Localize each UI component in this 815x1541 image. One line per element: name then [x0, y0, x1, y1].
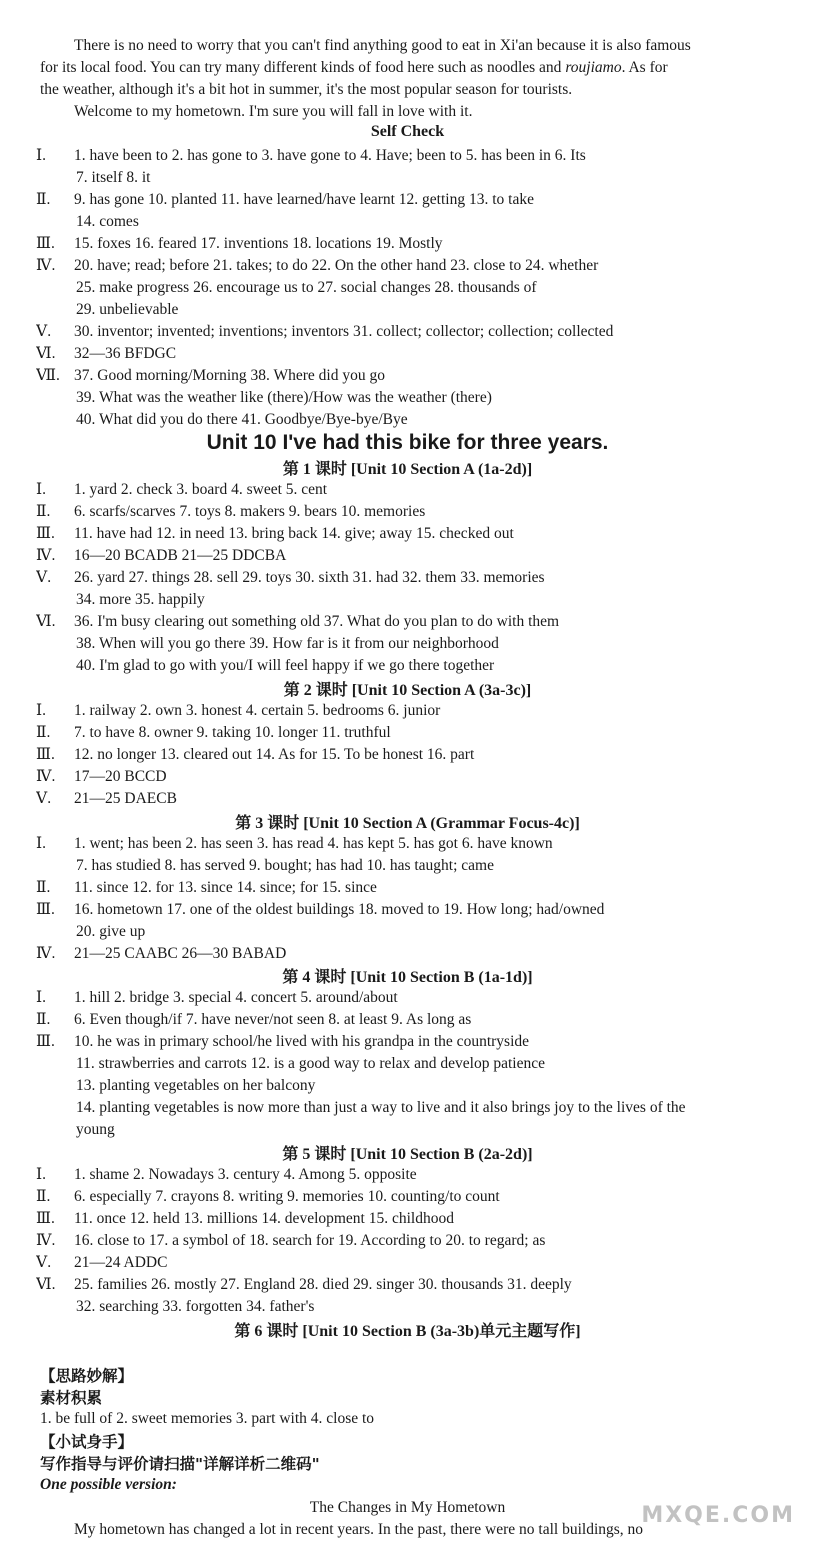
intro-line-2-italic: roujiamo [565, 59, 622, 76]
answer-row [36, 611, 786, 633]
roman-numeral: Ⅳ. [36, 547, 56, 564]
possible-version-label: One possible version: [40, 1476, 177, 1493]
answer-text: 7. to have 8. owner 9. taking 10. longer 11. truthful [74, 724, 391, 741]
roman-numeral: Ⅱ. [36, 1188, 51, 1205]
roman-numeral: Ⅴ. [36, 569, 52, 586]
answer-text: 15. foxes 16. feared 17. inventions 18. locations 19. Mostly [74, 235, 443, 252]
answer-text: 26. yard 27. things 28. sell 29. toys 30. sixth 31. had 32. them 33. memories [74, 569, 545, 586]
answer-row [36, 1208, 786, 1230]
answer-row [36, 1186, 786, 1208]
answer-text: 21—25 DAECB [74, 790, 177, 807]
answer-text: 1. hill 2. bridge 3. special 4. concert 5. around/about [74, 989, 398, 1006]
lesson-title: 第 1 课时 [Unit 10 Section A (1a-2d)] [282, 461, 533, 478]
answer-row [36, 343, 786, 365]
intro-line-2 [40, 57, 780, 79]
roman-numeral: Ⅲ. [36, 235, 55, 252]
answer-row: young [76, 1121, 115, 1138]
answer-row: 34. more 35. happily [76, 591, 205, 608]
roman-numeral: Ⅱ. [36, 191, 51, 208]
answer-row [36, 567, 786, 589]
answer-row [36, 479, 786, 501]
answer-row [36, 1230, 786, 1252]
answer-text: 6. especially 7. crayons 8. writing 9. memories 10. counting/to count [74, 1188, 500, 1205]
answer-text: 37. Good morning/Morning 38. Where did you go [74, 367, 385, 384]
answer-text: 1. shame 2. Nowadays 3. century 4. Among 5. opposite [74, 1166, 417, 1183]
answer-row [36, 255, 786, 277]
answer-row: 25. make progress 26. encourage us to 27. social changes 28. thousands of [76, 279, 537, 296]
answer-row: 20. give up [76, 923, 146, 940]
intro-line-1: There is no need to worry that you can't find anything good to eat in Xi'an because it is also famous [74, 37, 691, 54]
roman-numeral: Ⅵ. [36, 613, 56, 630]
answer-row: 40. What did you do there 41. Goodbye/Bye-bye/Bye [76, 411, 408, 428]
answer-text: 16—20 BCADB 21—25 DDCBA [74, 547, 287, 564]
roman-numeral: Ⅱ. [36, 1011, 51, 1028]
roman-numeral: Ⅳ. [36, 768, 56, 785]
lesson-title: 第 5 课时 [Unit 10 Section B (2a-2d)] [282, 1146, 533, 1163]
answer-row: 7. itself 8. it [76, 169, 151, 186]
answer-row: 29. unbelievable [76, 301, 179, 318]
answer-text: 21—24 ADDC [74, 1254, 168, 1271]
lesson-title: 第 4 课时 [Unit 10 Section B (1a-1d)] [282, 969, 533, 986]
roman-numeral: Ⅱ. [36, 724, 51, 741]
answer-text: 1. yard 2. check 3. board 4. sweet 5. cent [74, 481, 328, 498]
lesson-title: 第 6 课时 [Unit 10 Section B (3a-3b)单元主题写作] [234, 1323, 581, 1340]
answer-text: 32—36 BFDGC [74, 345, 177, 362]
answer-text: 20. have; read; before 21. takes; to do 22. On the other hand 23. close to 24. whether [74, 257, 599, 274]
answer-row [36, 321, 786, 343]
self-check-title: Self Check [370, 123, 445, 140]
roman-numeral: Ⅱ. [36, 503, 51, 520]
answer-text: 1. went; has been 2. has seen 3. has read 4. has kept 5. has got 6. have known [74, 835, 553, 852]
answer-text: 11. since 12. for 13. since 14. since; for 15. since [74, 879, 377, 896]
answer-row [36, 700, 786, 722]
intro-line-3: the weather, although it's a bit hot in summer, it's the most popular season for tourists. [40, 81, 573, 98]
answer-row: 38. When will you go there 39. How far is it from our neighborhood [76, 635, 499, 652]
roman-numeral: Ⅳ. [36, 945, 56, 962]
answer-text: 12. no longer 13. cleared out 14. As for 15. To be honest 16. part [74, 746, 475, 763]
lesson-title: 第 2 课时 [Unit 10 Section A (3a-3c)] [283, 682, 532, 699]
roman-numeral: Ⅰ. [36, 147, 46, 164]
roman-numeral: Ⅰ. [36, 702, 46, 719]
unit-title: Unit 10 I've had this bike for three years. [206, 431, 609, 454]
roman-numeral: Ⅱ. [36, 879, 51, 896]
roman-numeral: Ⅲ. [36, 1033, 55, 1050]
essay-title: The Changes in My Hometown [309, 1499, 506, 1516]
answer-text: 16. close to 17. a symbol of 18. search for 19. According to 20. to regard; as [74, 1232, 546, 1249]
answer-row: 32. searching 33. forgotten 34. father's [76, 1298, 315, 1315]
roman-numeral: Ⅳ. [36, 1232, 56, 1249]
roman-numeral: Ⅵ. [36, 345, 56, 362]
answer-text: 16. hometown 17. one of the oldest buildings 18. moved to 19. How long; had/owned [74, 901, 605, 918]
watermark-logo: MXQE.COM [641, 1503, 795, 1528]
roman-numeral: Ⅲ. [36, 525, 55, 542]
roman-numeral: Ⅰ. [36, 989, 46, 1006]
answer-row [36, 766, 786, 788]
answer-text: 6. scarfs/scarves 7. toys 8. makers 9. bears 10. memories [74, 503, 426, 520]
intro-para-2: Welcome to my hometown. I'm sure you will fall in love with it. [74, 103, 473, 120]
answer-text: 1. railway 2. own 3. honest 4. certain 5. bedrooms 6. junior [74, 702, 441, 719]
answer-row [36, 899, 786, 921]
answer-row [36, 189, 786, 211]
answer-row [36, 987, 786, 1009]
answer-row [36, 1009, 786, 1031]
roman-numeral: Ⅰ. [36, 481, 46, 498]
answer-row: 39. What was the weather like (there)/How was the weather (there) [76, 389, 492, 406]
roman-numeral: Ⅲ. [36, 901, 55, 918]
answer-row [36, 877, 786, 899]
answer-text: 36. I'm busy clearing out something old 37. What do you plan to do with them [74, 613, 560, 630]
lesson-title: 第 3 课时 [Unit 10 Section A (Grammar Focus-4c)] [235, 815, 580, 832]
answer-text: 10. he was in primary school/he lived with his grandpa in the countryside [74, 1033, 530, 1050]
answer-text: 11. have had 12. in need 13. bring back 14. give; away 15. checked out [74, 525, 514, 542]
answer-row [36, 145, 786, 167]
answer-row [36, 545, 786, 567]
answer-text: 6. Even though/if 7. have never/not seen 8. at least 9. As long as [74, 1011, 472, 1028]
roman-numeral: Ⅴ. [36, 323, 52, 340]
answer-row [36, 1164, 786, 1186]
answer-row: 7. has studied 8. has served 9. bought; has had 10. has taught; came [76, 857, 494, 874]
answer-row [36, 943, 786, 965]
answer-row [36, 722, 786, 744]
roman-numeral: Ⅲ. [36, 1210, 55, 1227]
materials-items: 1. be full of 2. sweet memories 3. part with 4. close to [40, 1410, 375, 1427]
answer-text: 9. has gone 10. planted 11. have learned/have learnt 12. getting 13. to take [74, 191, 534, 208]
intro-line-2a: for its local food. You can try many different kinds of food here such as noodles and [40, 59, 566, 76]
roman-numeral: Ⅳ. [36, 257, 56, 274]
roman-numeral: Ⅰ. [36, 1166, 46, 1183]
answer-text: 1. have been to 2. has gone to 3. have gone to 4. Have; been to 5. has been in 6. Its [74, 147, 586, 164]
intro-line-2b: . As for [621, 59, 668, 76]
answer-text: 11. once 12. held 13. millions 14. development 15. childhood [74, 1210, 454, 1227]
answer-text: 30. inventor; invented; inventions; inventors 31. collect; collector; collection; collected [74, 323, 614, 340]
roman-numeral: Ⅰ. [36, 835, 46, 852]
section-heading-tips: 【思路妙解】 [40, 1367, 134, 1385]
answer-text: 17—20 BCCD [74, 768, 167, 785]
roman-numeral: Ⅵ. [36, 1276, 56, 1293]
qr-instruction: 写作指导与评价请扫描"详解详析二维码" [40, 1455, 320, 1473]
answer-row: 13. planting vegetables on her balcony [76, 1077, 316, 1094]
roman-numeral: Ⅴ. [36, 1254, 52, 1271]
roman-numeral: Ⅲ. [36, 746, 55, 763]
answer-row [36, 501, 786, 523]
answer-row [36, 233, 786, 255]
answer-row: 40. I'm glad to go with you/I will feel happy if we go there together [76, 657, 495, 674]
essay-line-1: My hometown has changed a lot in recent years. In the past, there were no tall buildings, no [74, 1521, 644, 1538]
answer-row [36, 1252, 786, 1274]
answer-row [36, 1274, 786, 1296]
answer-text: 21—25 CAABC 26—30 BABAD [74, 945, 287, 962]
answer-row [36, 744, 786, 766]
answer-row [36, 833, 786, 855]
answer-row [36, 365, 786, 387]
answer-row: 11. strawberries and carrots 12. is a good way to relax and develop patience [76, 1055, 545, 1072]
roman-numeral: Ⅴ. [36, 790, 52, 807]
answer-row [36, 788, 786, 810]
roman-numeral: Ⅶ. [36, 367, 60, 384]
answer-row [36, 1031, 786, 1053]
answer-row: 14. comes [76, 213, 139, 230]
answer-row: 14. planting vegetables is now more than just a way to live and it also brings joy to the lives of the [76, 1099, 686, 1116]
section-heading-practice: 【小试身手】 [40, 1433, 134, 1451]
answer-row [36, 523, 786, 545]
answer-text: 25. families 26. mostly 27. England 28. died 29. singer 30. thousands 31. deeply [74, 1276, 572, 1293]
section-heading-materials: 素材积累 [40, 1389, 103, 1407]
